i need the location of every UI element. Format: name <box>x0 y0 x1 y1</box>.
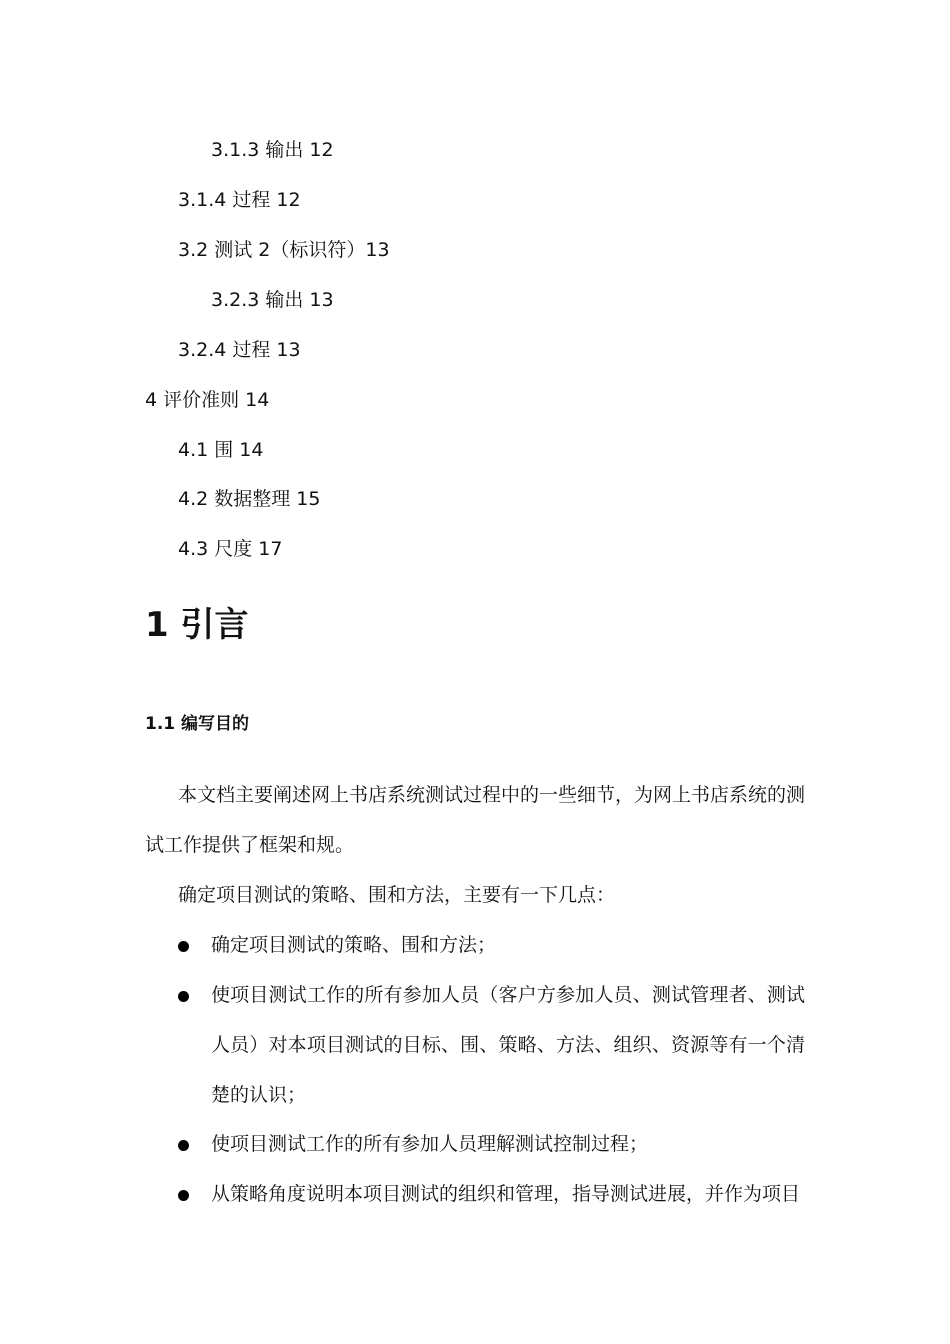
toc-entry-4-2[interactable]: 4.2 数据整理 15 <box>178 488 321 510</box>
section-subheading: 1.1 编写目的 <box>145 714 250 734</box>
toc-entry-3-2-4[interactable]: 3.2.4 过程 13 <box>178 339 301 361</box>
bullet-text: 确定项目测试的策略、围和方法； <box>211 934 497 956</box>
points-intro: 确定项目测试的策略、围和方法，主要有一下几点： <box>178 884 616 906</box>
bullet-text: 使项目测试工作的所有参加人员理解测试控制过程； <box>211 1133 649 1155</box>
toc-entry-3-1-4[interactable]: 3.1.4 过程 12 <box>178 189 301 211</box>
toc-entry-3-2[interactable]: 3.2 测试 2（标识符）13 <box>178 239 390 261</box>
bullet-dot-icon <box>178 1190 189 1201</box>
toc-entry-4-1[interactable]: 4.1 围 14 <box>178 439 264 461</box>
toc-entry-3-1-3[interactable]: 3.1.3 输出 12 <box>211 139 334 161</box>
bullet-dot-icon <box>178 941 189 952</box>
section-heading: 1 引言 <box>145 605 249 645</box>
bullet-dot-icon <box>178 991 189 1002</box>
toc-entry-4[interactable]: 4 评价准则 14 <box>145 389 270 411</box>
bullet-text: 从策略角度说明本项目测试的组织和管理，指导测试进展，并作为项目 <box>211 1183 801 1205</box>
toc-entry-4-3[interactable]: 4.3 尺度 17 <box>178 538 283 560</box>
bullet-dot-icon <box>178 1140 189 1151</box>
toc-entry-3-2-3[interactable]: 3.2.3 输出 13 <box>211 289 334 311</box>
intro-paragraph: 本文档主要阐述网上书店系统测试过程中的一些细节，为网上书店系统的测试工作提供了框架和规。 <box>145 784 806 856</box>
bullet-text: 使项目测试工作的所有参加人员（客户方参加人员、测试管理者、测试人员）对本项目测试的目标、围、策略、方法、组织、资源等有一个清楚的认识； <box>211 984 805 1106</box>
